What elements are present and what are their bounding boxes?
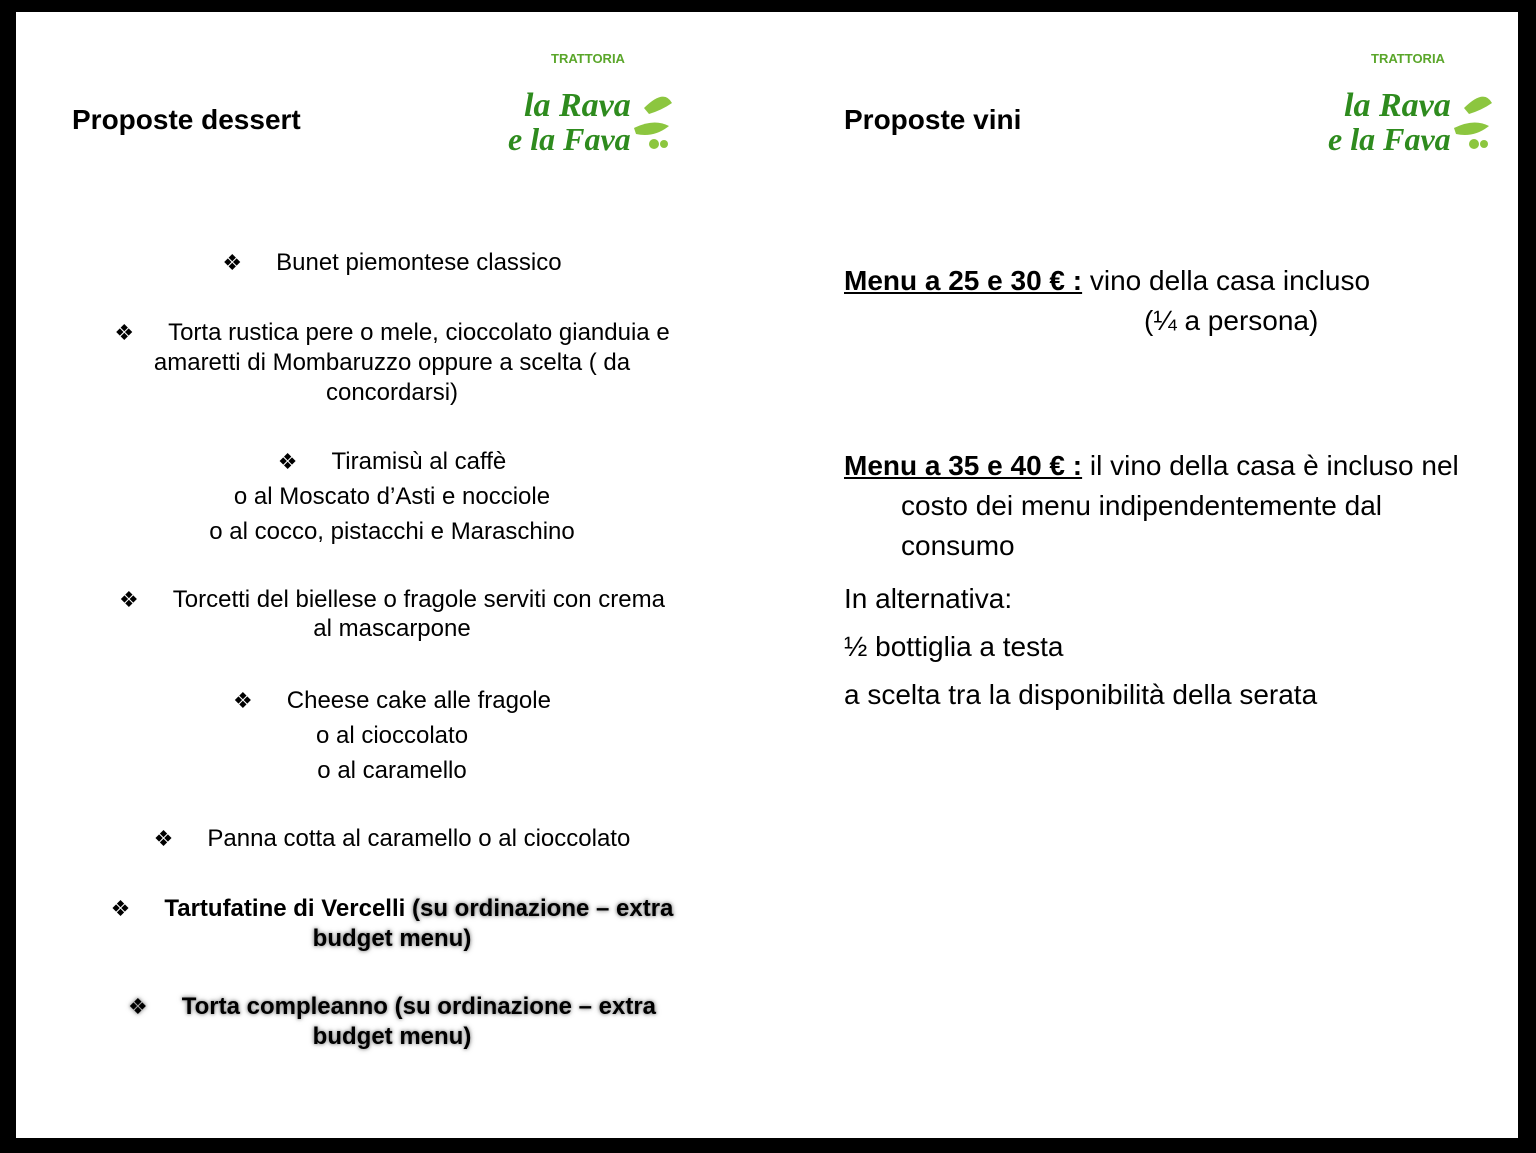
- bullet-icon: ❖: [153, 826, 174, 851]
- bullet-icon: ❖: [119, 587, 139, 612]
- bullet-icon: ❖: [110, 896, 131, 921]
- wine-title: Proposte vini: [844, 104, 1022, 135]
- logo-top-text: TRATTORIA: [1371, 51, 1445, 66]
- menu-page: [16, 12, 1518, 1138]
- dessert-item-special: ❖ Torta compleanno (su ordinazione – extra budget menu): [127, 993, 657, 1050]
- dessert-item: ❖ Torta rustica pere o mele, cioccolato gianduia e amaretti di Mombaruzzo oppure a scelta ( da concordarsi): [114, 319, 670, 406]
- logo-line1: la Rava: [524, 87, 631, 124]
- bullet-icon: ❖: [277, 449, 298, 474]
- logo-graphic: [1324, 48, 1494, 158]
- alt-line2: a scelta tra la disponibilità della serata: [844, 679, 1318, 710]
- bullet-icon: ❖: [233, 688, 253, 713]
- wine-menu-1: Menu a 25 e 30 € : vino della casa incluso (¼ a persona): [844, 265, 1371, 336]
- menu1-label: Menu a 25 e 30 € :: [844, 265, 1083, 296]
- logo-line2: e la Fava: [508, 121, 631, 157]
- dessert-title: Proposte dessert: [72, 104, 301, 135]
- alt-line1: ½ bottiglia a testa: [844, 631, 1064, 662]
- dessert-item: ❖ Torcetti del biellese o fragole serviti con crema al mascarpone: [119, 586, 665, 642]
- logo-line1: la Rava: [1344, 87, 1451, 124]
- dessert-item: ❖ Cheese cake alle fragole o al cioccolato o al caramello: [233, 687, 551, 784]
- logo-top-text: TRATTORIA: [551, 51, 625, 66]
- bullet-icon: ❖: [114, 320, 135, 345]
- bullet-icon: ❖: [127, 994, 148, 1019]
- dessert-item: ❖ Tiramisù al caffè o al Moscato d’Asti e nocciole o al cocco, pistacchi e Maraschino: [209, 448, 575, 545]
- alt-title: In alternativa:: [844, 583, 1013, 614]
- dessert-item: ❖ Bunet piemontese classico: [222, 249, 562, 276]
- logo-line2: e la Fava: [1328, 121, 1451, 157]
- wine-alternative: [844, 575, 1514, 719]
- dessert-item-special: ❖ Tartufatine di Vercelli (su ordinazione – extra budget menu): [110, 895, 674, 952]
- bullet-icon: ❖: [222, 250, 243, 275]
- trattoria-logo: [1324, 48, 1494, 158]
- trattoria-logo: [504, 48, 674, 158]
- menu2-label: Menu a 35 e 40 € :: [844, 450, 1083, 481]
- menu1-note: (¼ a persona): [1144, 305, 1319, 336]
- wine-menu-2: Menu a 35 e 40 € : il vino della casa è incluso nel costo dei menu indipendentemente dal consumo: [844, 450, 1459, 561]
- logo-graphic: [504, 48, 674, 158]
- dessert-item: ❖ Panna cotta al caramello o al cioccolato: [153, 825, 631, 852]
